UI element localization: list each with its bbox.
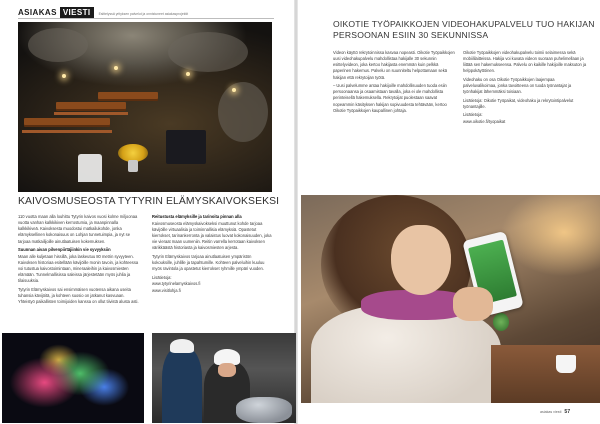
footer-publication: asiakas viesti [540, 410, 562, 414]
left-contact-block [152, 275, 273, 294]
left-col2-para-2: Tytyrin Elämyskaivos tarjoaa ainutlaatuisen ympäristön kokouksille, juhlille ja tapahtumille. Kohteen palveluihin kuuluu myös ravintola ja opastetut kierrokset ryhmille ympäri vuoden. [152, 253, 265, 272]
page-number: 57 [564, 409, 571, 415]
left-col2-para-1: Kaivosmuseosta elämyskaivokseksi muuttunut kohde tarjoaa kävijöille virtuaalisia ja toiminnallisia elämyksiä. Opastetut kierrokset, tarinankerronta ja valaistus luovat kokonaisuuden, joka vie vieraat maan uumeniin. Reitin varrella kerrotaan kaivoksen värikkäästä historiasta ja kaivosmiesten arjesta. [152, 220, 272, 251]
left-article-col-2 [152, 214, 273, 294]
woman-with-phone-photo [301, 195, 600, 403]
page-footer [540, 409, 570, 415]
header-tagline: Esittelyssä yrityksen palvelut ja onnistuneet asiakasprojektit [98, 12, 189, 16]
left-col1-para-3: Tytyrin Elämyskaivos sai ensimmäisen vuotensa aikana useita tuhansia kävijöitä, ja kohteen suosio on jatkanut kasvuaan. Yhteistyö paikallisten toimijoiden kanssa on ollut tiivistä alusta asti. [18, 286, 139, 305]
right-col2-para-3: Lisätietoja: Oikotie Työpaikat, videohaku ja rekrytointipalvelut työnantajille. [463, 97, 574, 109]
miners-photo [152, 333, 296, 423]
header-section: VIESTI [60, 7, 94, 18]
right-contact-block [463, 112, 589, 125]
right-col1-para-2: – Uusi palvelumme antaa hakijoille mahdollisuuden tuoda esiin persoonaansa ja osaamistaan tavalla, joka ei ole mahdollista perinteisellä hakemuksella. Rekrytoijat puolestaan saavat nopeammin käsityksen hakijan sopivuudesta tehtävään, kertoo Oikotie Työpaikkojen kaupallinen johtaja. [333, 83, 447, 113]
right-article-col-2 [463, 50, 589, 126]
left-contact-label: Lisätietoja: [152, 274, 172, 280]
mine-hall-photo [18, 22, 272, 192]
left-contact-link-2[interactable]: www.visitlohja.fi [152, 287, 181, 293]
header-rule [18, 18, 274, 19]
right-contact-label: Lisätietoja: [463, 112, 483, 118]
right-col2-para-1: Oikotie Työpaikkojen videohakupalvelu toimii selaimessa sekä mobiililaitteissa. Hakija voi kuvata videon suoraan puhelimellaan ja liittää sen hakemukseensa. Palvelu on kaikille hakijoille maksuton ja helppokäyttöinen. [463, 50, 587, 74]
right-col2-para-2: Videohaku on osa Oikotie Työpaikkojen laajempaa palveluvalikoimaa, jonka tavoitteena on tuoda työnantajat ja työnhakijat lähemmäksi toisiaan. [463, 76, 572, 95]
right-contact-link[interactable]: www.oikotie.fi/tyopaikat [463, 118, 506, 124]
left-contact-link-1[interactable]: www.tytyrinelamyskaivos.fi [152, 281, 201, 287]
left-article-title: KAIVOSMUSEOSTA TYTYRIN ELÄMYSKAIVOKSEKSI [18, 196, 280, 207]
section-header [18, 7, 188, 18]
right-article-title: OIKOTIE TYÖPAIKKOJEN VIDEOHAKUPALVELU TUO HAKIJAN PERSOONAN ESIIN 30 SEKUNNISSA [333, 19, 595, 40]
left-col2-subheading: Reitustusta elämyksille ja tarinoita pinnan alla [152, 214, 242, 219]
left-col1-para-2: Maan alle kuljetaan hissillä, joka laskeutuu 80 metrin syvyyteen. Kaivoksen historiaa esitellään kävijöille monin tavoin, ja kohteessa voi tutustua kaivostoimintaan, mineraaleihin ja kaivosmiesten elämään. Tunnelmallisissa saleissa järjestetään myös juhlia ja tilaisuuksia. [18, 253, 139, 284]
right-col1-para-1: Videon käyttö rekrytoinnissa kasvaa nopeasti. Oikotie Työpaikkojen uusi videohakupalvelu mahdollistaa hakijalle 30 sekunnin esittelyvideon, joka kertoo hakijasta enemmän kuin pelkkä paperinen hakemus. Palvelu on suunniteltu helpottamaan sekä hakijan että rekrytoijan työtä. [333, 50, 455, 80]
left-col1-subheading: Suunnan aivan pilvenpiirtäjiinkin vie syvyyksiin [18, 247, 111, 253]
right-article-col-1 [333, 50, 455, 116]
left-col1-para-1: 110 vuotta maan alla louhittu Tytyrin kaivos vuosi kolme miljoonaa vuotta vanhan kalkkikiven kerrostumia, ja maanpinnalla kalkkikiveä. Kaivoksesta muodostui matkailukohde, jonka elämyksellinen kokonaisuus on Lohjan tunnetuimpia, ja nyt se tarjoaa matkailijoille ainutlaatuisen kokemuksen. [18, 214, 138, 244]
crystal-cave-photo [2, 333, 144, 423]
header-brand: ASIAKAS [18, 8, 57, 17]
left-article-col-1 [18, 214, 139, 308]
